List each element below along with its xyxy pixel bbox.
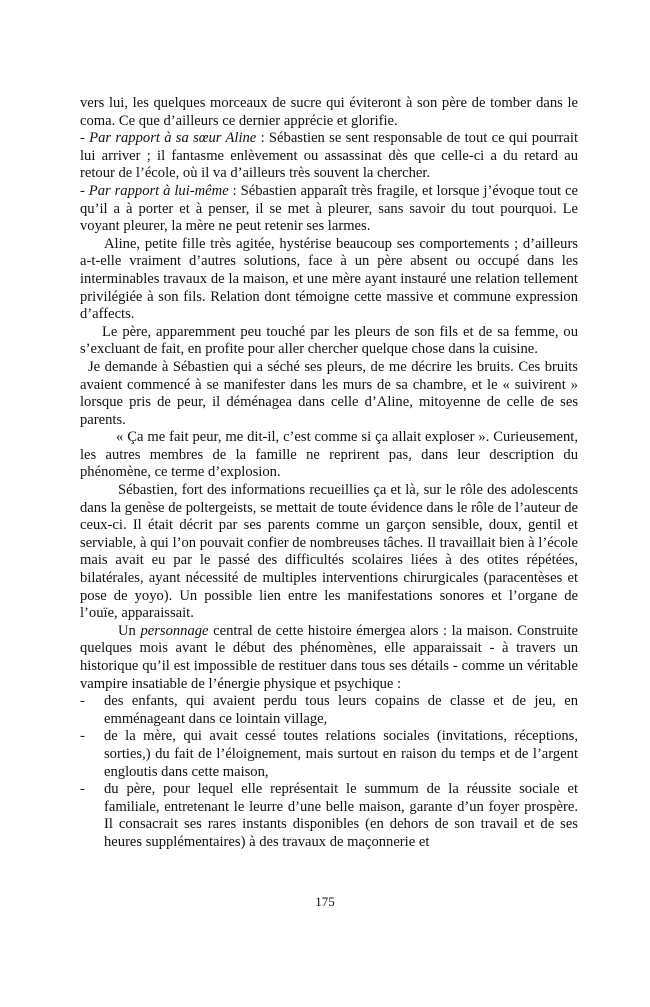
list-dash: - — [80, 693, 85, 710]
list-dash: - — [80, 728, 85, 745]
paragraph-sebastien: Sébastien, fort des informations recueillies ça et là, sur le rôle des adolescents dans la genèse de poltergeists, se mettait de toute évidence dans le rôle de l’auteur de ceux-ci. Il était décrit par ses parents comme un garçon sensible, doux, gentil et serviable, à qui l’on pouvait confier de nombreuses tâches. Il travaillait bien à l’école mais avait eu par le passé des difficultés scolaires liées à des otites répétées, bilatérales, ayant nécessité de multiples interventions chirurgicales (paracentèses et pose de yoyo). Un possible lien entre les manifestations sonores et l’organe de l’ouïe, apparaissait. — [80, 482, 578, 622]
page-body — [80, 95, 578, 852]
paragraph-aline: Aline, petite fille très agitée, hystérise beaucoup ses comportements ; d’ailleurs a-t-elle vraiment d’autres solutions, face à un père absent ou occupé dans les interminables travaux de la maison, et une mère ayant instauré une relation tellement privilégiée à son fils. Relation dont témoigne cette massive et commune expression d’affects. — [80, 235, 578, 323]
victims-list — [80, 693, 578, 851]
paragraph-personnage: Un personnage central de cette histoire émergea alors : la maison. Construite quelques mois avant le début des phénomènes, elle apparaissait - à travers un historique qu’il est impossible de restituer dans tous ses détails - comme un véritable vampire insatiable de l’énergie physique et psychique : — [80, 622, 578, 692]
heading-self-relation: Par rapport à lui-même — [88, 182, 229, 199]
list-item: - du père, pour lequel elle représentait le summum de la réussite sociale et familiale, entretenant le leurre d’une belle maison, garante d’un foyer prospère. Il consacrait ses rares instants disponibles (en dehors de son travail et de ses heures supplémentaires) à des travaux de maçonnerie et — [80, 781, 578, 850]
paragraph-father: Le père, apparemment peu touché par les pleurs de son fils et de sa femme, ou s’excluant de fait, en profite pour aller chercher quelque chose dans la cuisine. — [80, 323, 578, 358]
page-number: 175 — [315, 894, 335, 909]
paragraph-aline-relation: - Par rapport à sa sœur Aline : Sébastien se sent responsable de tout ce qui pourrait lui arriver ; il fantasme enlèvement ou assassinat dès que celle-ci a du retard au retour de l’école, où il va d’ailleurs très souvent la chercher. — [80, 130, 578, 182]
list-dash: - — [80, 781, 85, 798]
list-item: - des enfants, qui avaient perdu tous leurs copains de classe et de jeu, en emménageant dans ce lointain village, — [80, 693, 578, 727]
term-personnage: personnage — [140, 622, 209, 639]
paragraph-quote: « Ça me fait peur, me dit-il, c’est comme si ça allait exploser ». Curieusement, les autres membres de la famille ne reprirent pas, dans leur description du phénomène, ce terme d’explosion. — [80, 429, 578, 481]
heading-aline-relation: Par rapport à sa sœur Aline — [89, 130, 257, 147]
paragraph-self-relation: - Par rapport à lui-même : Sébastien apparaît très fragile, et lorsque j’évoque tout ce qu’il a à porter et à penser, il se met à pleurer, sans savoir du tout pourquoi. Le voyant pleurer, la mère ne peut retenir ses larmes. — [80, 182, 578, 235]
paragraph-continuation: vers lui, les quelques morceaux de sucre qui éviteront à son père de tomber dans le coma. Ce que d’ailleurs ce dernier apprécie et glorifie. — [80, 95, 578, 129]
paragraph-noises: Je demande à Sébastien qui a séché ses pleurs, de me décrire les bruits. Ces bruits avaient commencé à se manifester dans les murs de sa chambre, et le « suivirent » lorsque pris de peur, il déménagea dans celle d’Aline, mitoyenne de celle de ses parents. — [80, 358, 578, 428]
list-item: - de la mère, qui avait cessé toutes relations sociales (invitations, réceptions, sorties,) du fait de l’éloignement, mais surtout en raison du temps et de l’argent engloutis dans cette maison, — [80, 728, 578, 780]
